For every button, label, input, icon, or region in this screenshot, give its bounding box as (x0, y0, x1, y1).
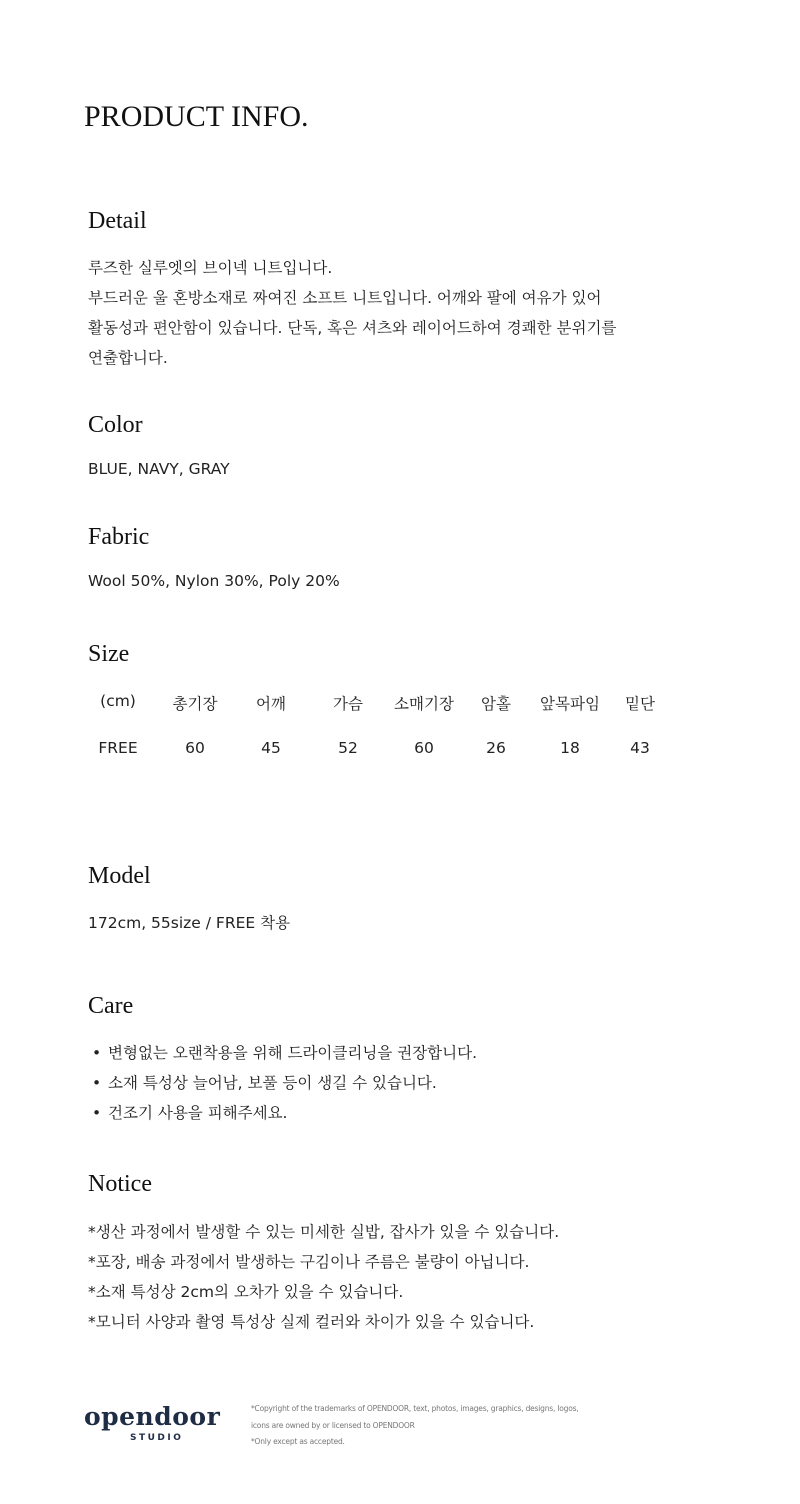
detail-line: 연출합니다. (88, 349, 168, 367)
care-item (92, 1041, 477, 1063)
notice-line: *포장, 배송 과정에서 발생하는 구김이나 주름은 불량이 아닙니다. (88, 1253, 530, 1271)
care-item-text: 변형없는 오랜착용을 위해 드라이클리닝을 권장합니다. (108, 1044, 478, 1062)
logo-subtitle: STUDIO (130, 1433, 184, 1443)
care-item (92, 1071, 437, 1093)
detail-line: 루즈한 실루엣의 브이넥 니트입니다. (88, 259, 333, 277)
bullet-icon: • (92, 1044, 102, 1062)
care-item-text: 건조기 사용을 피해주세요. (108, 1104, 288, 1122)
detail-heading: Detail (88, 208, 147, 234)
copyright-line: *Copyright of the trademarks of OPENDOOR, text, photos, images, graphics, designs, logos, (251, 1404, 579, 1413)
copyright-line: icons are owned by or licensed to OPENDOOR (251, 1421, 415, 1430)
size-data-cell: 52 (338, 739, 358, 757)
size-header-cell: 총기장 (172, 695, 218, 713)
copyright-line: *Only except as accepted. (251, 1437, 345, 1446)
size-data-cell: 18 (560, 739, 580, 757)
detail-line: 부드러운 울 혼방소재로 짜여진 소프트 니트입니다. 어깨와 팔에 여유가 있어 (88, 289, 602, 307)
notice-line: *소재 특성상 2cm의 오차가 있을 수 있습니다. (88, 1283, 404, 1301)
size-header-cell: (cm) (100, 692, 136, 710)
size-header-cell: 소매기장 (394, 695, 454, 713)
size-data-cell: FREE (98, 739, 138, 757)
notice-line: *생산 과정에서 발생할 수 있는 미세한 실밥, 잡사가 있을 수 있습니다. (88, 1223, 560, 1241)
color-value: BLUE, NAVY, GRAY (88, 460, 230, 478)
fabric-heading: Fabric (88, 524, 150, 550)
fabric-value: Wool 50%, Nylon 30%, Poly 20% (88, 572, 340, 590)
size-header-cell: 암홀 (481, 695, 511, 713)
size-header-cell: 밑단 (625, 695, 655, 713)
color-heading: Color (88, 412, 143, 438)
care-item (92, 1101, 288, 1123)
page-title: PRODUCT INFO. (84, 100, 309, 133)
logo-wordmark: opendoor (84, 1402, 221, 1431)
size-data-cell: 26 (486, 739, 506, 757)
model-heading: Model (88, 863, 151, 889)
size-header-cell: 어깨 (256, 695, 286, 713)
care-item-text: 소재 특성상 늘어남, 보풀 등이 생길 수 있습니다. (108, 1074, 437, 1092)
brand-logo (84, 1402, 224, 1444)
detail-line: 활동성과 편안함이 있습니다. 단독, 혹은 셔츠와 레이어드하여 경쾌한 분위기를 (88, 319, 617, 337)
size-data-cell: 45 (261, 739, 281, 757)
bullet-icon: • (92, 1104, 102, 1122)
size-heading: Size (88, 641, 130, 667)
size-header-cell: 앞목파임 (540, 695, 600, 713)
size-data-cell: 43 (630, 739, 650, 757)
notice-line: *모니터 사양과 촬영 특성상 실제 컬러와 차이가 있을 수 있습니다. (88, 1313, 535, 1331)
model-value: 172cm, 55size / FREE 착용 (88, 914, 291, 932)
size-data-cell: 60 (185, 739, 205, 757)
bullet-icon: • (92, 1074, 102, 1092)
size-header-cell: 가슴 (333, 695, 363, 713)
care-heading: Care (88, 993, 134, 1019)
size-data-cell: 60 (414, 739, 434, 757)
notice-heading: Notice (88, 1171, 152, 1197)
